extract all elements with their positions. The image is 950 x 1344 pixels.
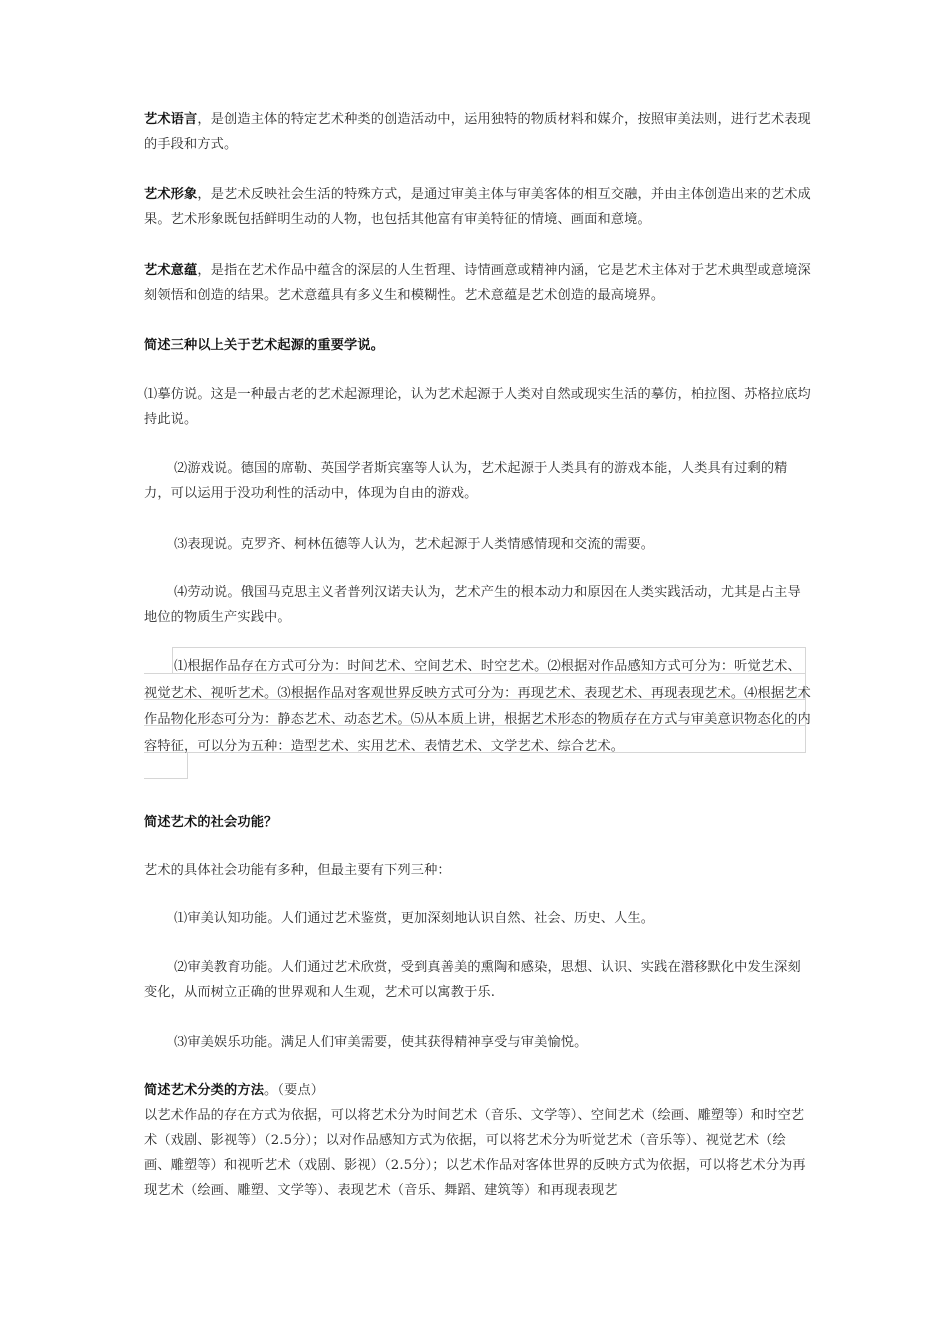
origin-item-imitation: ⑴摹仿说。这是一种最古老的艺术起源理论，认为艺术起源于人类对自然或现实生活的摹仿，柏拉图、苏格拉底均持此说。 xyxy=(144,387,811,427)
functions-intro: 艺术的具体社会功能有多种，但最主要有下列三种： xyxy=(144,863,451,878)
function-item-cognition: ⑴审美认知功能。人们通过艺术鉴赏，更加深刻地认识自然、社会、历史、人生。 xyxy=(174,911,655,926)
classification-block: ⑴根据作品存在方式可分为：时间艺术、空间艺术、时空艺术。⑵根据对作品感知方式可分为：听觉艺术、视觉艺术、视听艺术。⑶根据作品对客观世界反映方式可分为：再现艺术、表现艺术、再现表现艺术。⑷根据艺术作品物化形态可分为：静态艺术、动态艺术。⑸从本质上讲，根据艺术形态的物质存在方式与审美意识物态化的内容特征，可以分为五种：造型艺术、实用艺术、表情艺术、文学艺术、综合艺术。 xyxy=(144,659,811,754)
origin-item-labor: ⑷劳动说。俄国马克思主义者普列汉诺夫认为，艺术产生的根本动力和原因在人类实践活动，尤其是占主导地位的物质生产实践中。 xyxy=(144,585,801,625)
table-border-bottom xyxy=(144,778,188,779)
question-label: 简述艺术分类的方法 xyxy=(144,1083,265,1098)
definition-text: ，是艺术反映社会生活的特殊方式，是通过审美主体与审美客体的相互交融，并由主体创造出来的艺术成果。艺术形象既包括鲜明生动的人物，也包括其他富有审美特征的情境、画面和意境。 xyxy=(144,187,811,227)
definition-art-image xyxy=(144,182,812,232)
function-item-education: ⑵审美教育功能。人们通过艺术欣赏，受到真善美的熏陶和感染，思想、认识、实践在潜移默化中发生深刻变化，从而树立正确的世界观和人生观，艺术可以寓教于乐. xyxy=(144,960,801,1000)
definition-art-connotation xyxy=(144,258,812,308)
origin-item-expression: ⑶表现说。克罗齐、柯林伍德等人认为，艺术起源于人类情感情现和交流的需要。 xyxy=(174,537,655,552)
term-label: 艺术形象 xyxy=(144,187,198,202)
definition-art-language xyxy=(144,107,812,157)
question-note: 。（要点） xyxy=(264,1083,325,1098)
question-art-origins: 简述三种以上关于艺术起源的重要学说。 xyxy=(144,338,385,353)
definition-text: ，是创造主体的特定艺术种类的创造活动中，运用独特的物质材料和媒介，按照审美法则，进行艺术表现的手段和方式。 xyxy=(144,112,811,152)
function-item-entertainment: ⑶审美娱乐功能。满足人们审美需要，使其获得精神享受与审美愉悦。 xyxy=(174,1035,588,1050)
term-label: 艺术语言 xyxy=(144,112,198,127)
question-social-functions: 简述艺术的社会功能？ xyxy=(144,815,278,830)
origin-item-play: ⑵游戏说。德国的席勒、英国学者斯宾塞等人认为，艺术起源于人类具有的游戏本能，人类具有过剩的精力，可以运用于没功利性的活动中，体现为自由的游戏。 xyxy=(144,461,788,501)
methods-answer: 以艺术作品的存在方式为依据，可以将艺术分为时间艺术（音乐、文学等）、空间艺术（绘画、雕塑等）和时空艺术（戏剧、影视等）（2.5分）；以对作品感知方式为依据，可以将艺术分为听觉艺术（音乐等）、视觉艺术（绘画、雕塑等）和视听艺术（戏剧、影视）（2.5分）；以艺术作品对客体世界的反映方式为依据，可以将艺术分为再现艺术（绘画、雕塑、文学等）、表现艺术（音乐、舞蹈、建筑等）和再现表现艺 xyxy=(144,1108,806,1198)
table-border-top xyxy=(172,647,806,648)
term-label: 艺术意蕴 xyxy=(144,263,198,278)
definition-text: ，是指在艺术作品中蕴含的深层的人生哲理、诗情画意或精神内涵，它是艺术主体对于艺术典型或意境深刻领悟和创造的结果。艺术意蕴具有多义生和模糊性。艺术意蕴是艺术创造的最高境界。 xyxy=(144,263,811,303)
question-classification-methods xyxy=(144,1078,812,1103)
